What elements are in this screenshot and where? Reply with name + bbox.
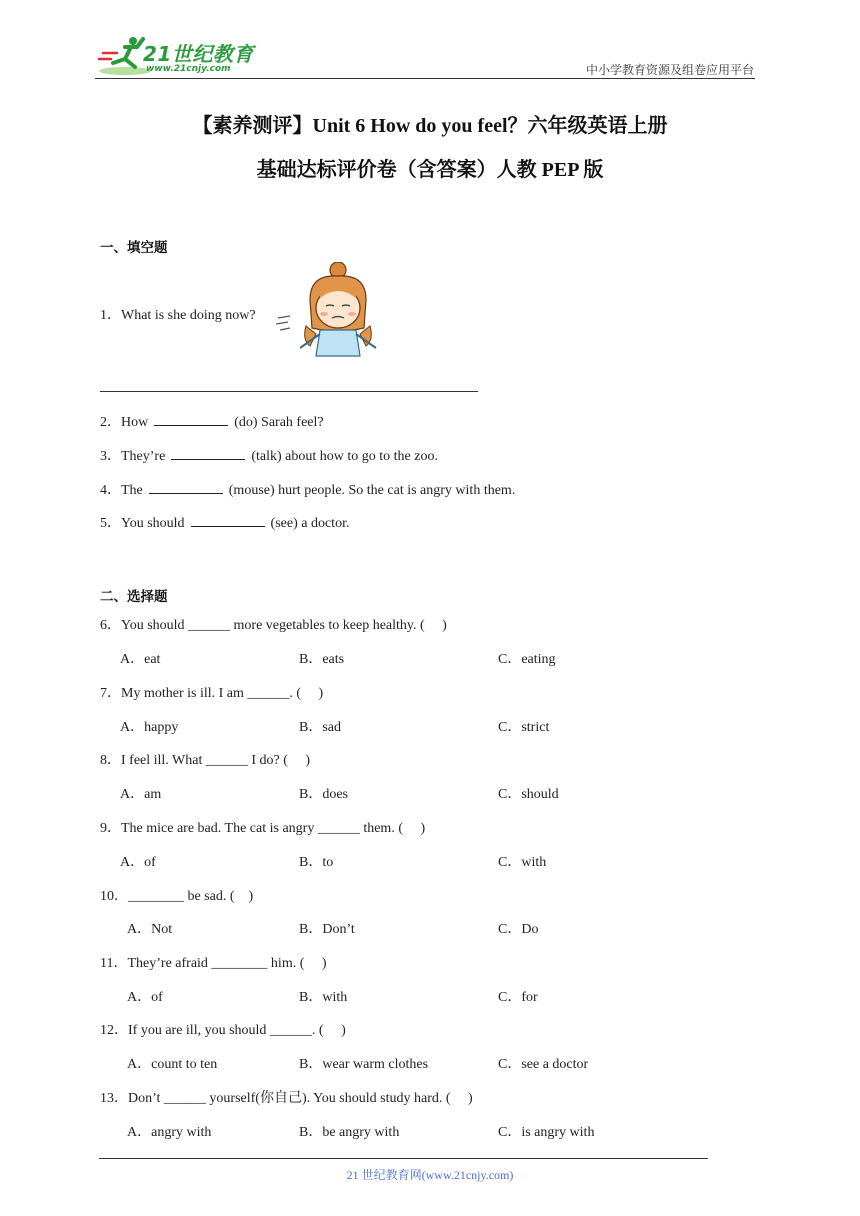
- option-a[interactable]: A．of: [120, 855, 156, 870]
- section-heading-fill-blank: 一、填空题: [100, 240, 168, 256]
- option-a[interactable]: A．angry with: [127, 1125, 212, 1140]
- option-a[interactable]: A．happy: [120, 720, 179, 735]
- footer-link[interactable]: 21 世纪教育网(www.21cnjy.com): [346, 1168, 514, 1182]
- question-text-before: How: [121, 415, 149, 430]
- option-a[interactable]: A．eat: [120, 652, 161, 667]
- question-text-after: (see) a doctor.: [270, 516, 350, 531]
- fill-blank[interactable]: [191, 513, 265, 527]
- question-text-before: They’re: [121, 449, 166, 464]
- question-text: What is she doing now?: [121, 308, 256, 323]
- title-line-1: 【素养测评】Unit 6 How do you feel？六年级英语上册: [192, 115, 668, 137]
- question-10-stem: 10．________ be sad. ( ): [100, 889, 254, 904]
- header-platform-text: 中小学教育资源及组卷应用平台: [585, 63, 754, 77]
- question-number: 1．: [100, 308, 121, 323]
- option-b[interactable]: B．wear warm clothes: [299, 1057, 429, 1072]
- header-divider: [95, 78, 755, 79]
- question-number: 2．: [100, 415, 121, 430]
- question-text-after: (talk) about how to go to the zoo.: [251, 449, 438, 464]
- question-2: [100, 411, 324, 431]
- option-c[interactable]: C．is angry with: [498, 1125, 595, 1140]
- question-5: [100, 512, 349, 532]
- option-c[interactable]: C．strict: [498, 720, 550, 735]
- question-4: [100, 479, 515, 499]
- question-3: [100, 445, 438, 465]
- question-number: 3．: [100, 449, 121, 464]
- question-number: 5．: [100, 516, 121, 531]
- question-1: [100, 304, 256, 324]
- logo-url: www.21cnjy.com: [146, 64, 231, 74]
- option-c[interactable]: C．for: [498, 990, 538, 1005]
- question-number: 4．: [100, 483, 121, 498]
- question-13-stem: 13．Don’t ______ yourself(你自己). You should study hard. ( ): [100, 1091, 473, 1106]
- question-text-after: (mouse) hurt people. So the cat is angry with them.: [228, 483, 516, 498]
- fill-blank[interactable]: [149, 480, 223, 494]
- option-b[interactable]: B．sad: [299, 720, 341, 735]
- logo-text: 21世纪教育: [143, 42, 254, 66]
- option-c[interactable]: C．Do: [498, 922, 539, 937]
- question-12-stem: 12．If you are ill, you should ______. ( ): [100, 1023, 346, 1038]
- option-c[interactable]: C．see a doctor: [498, 1057, 589, 1072]
- sad-girl-illustration: [276, 262, 380, 362]
- question-8-stem: 8．I feel ill. What ______ I do? ( ): [100, 753, 311, 768]
- question-11-stem: 11．They’re afraid ________ him. ( ): [100, 956, 327, 971]
- title-line-2: 基础达标评价卷（含答案）人教 PEP 版: [256, 159, 604, 181]
- option-b[interactable]: B．be angry with: [299, 1125, 400, 1140]
- question-text-before: You should: [121, 516, 185, 531]
- answer-line[interactable]: [100, 391, 478, 392]
- question-text-after: (do) Sarah feel?: [234, 415, 324, 430]
- question-text-before: The: [121, 483, 143, 498]
- option-b[interactable]: B．Don’t: [299, 922, 355, 937]
- question-9-stem: 9．The mice are bad. The cat is angry ______ them. ( ): [100, 821, 426, 836]
- question-7-stem: 7．My mother is ill. I am ______. ( ): [100, 686, 324, 701]
- option-b[interactable]: B．to: [299, 855, 334, 870]
- option-c[interactable]: C．with: [498, 855, 547, 870]
- question-6-stem: 6．You should ______ more vegetables to keep healthy. ( ): [100, 618, 447, 633]
- option-a[interactable]: A．am: [120, 787, 162, 802]
- option-a[interactable]: A．count to ten: [127, 1057, 218, 1072]
- option-a[interactable]: A．Not: [127, 922, 173, 937]
- option-c[interactable]: C．should: [498, 787, 559, 802]
- section-heading-multiple-choice: 二、选择题: [100, 589, 168, 605]
- option-b[interactable]: B．eats: [299, 652, 345, 667]
- option-b[interactable]: B．with: [299, 990, 348, 1005]
- fill-blank[interactable]: [154, 412, 228, 426]
- option-a[interactable]: A．of: [127, 990, 163, 1005]
- footer-divider: [99, 1158, 708, 1159]
- option-b[interactable]: B．does: [299, 787, 348, 802]
- option-c[interactable]: C．eating: [498, 652, 556, 667]
- fill-blank[interactable]: [171, 446, 245, 460]
